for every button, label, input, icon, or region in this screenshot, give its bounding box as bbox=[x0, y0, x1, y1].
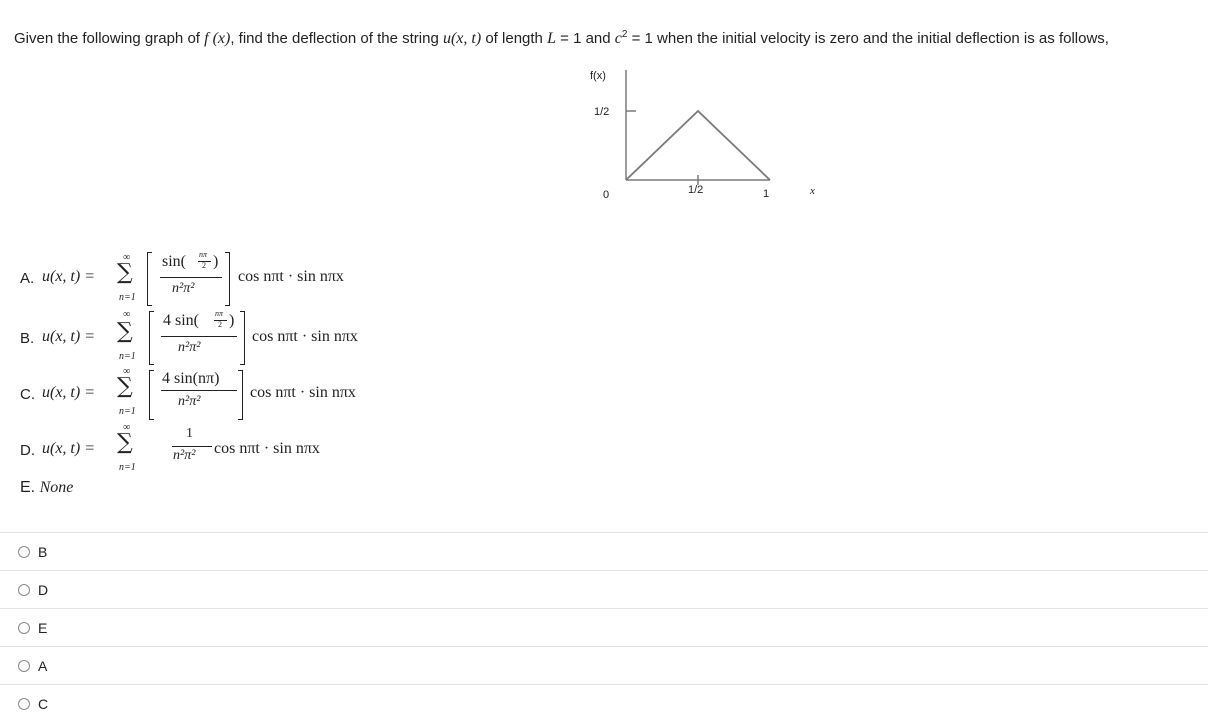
question-part: = 1 when the initial velocity is zero and the initial deflection is as follows, bbox=[627, 30, 1109, 47]
upper-limit: ∞ bbox=[123, 366, 131, 377]
length-symbol: L bbox=[547, 30, 556, 47]
option-letter: C. bbox=[20, 386, 35, 403]
answer-choice[interactable] bbox=[0, 570, 1208, 608]
radio-button[interactable] bbox=[18, 622, 30, 634]
sum-symbol: ∑ bbox=[117, 430, 133, 455]
answer-label[interactable]: A bbox=[38, 657, 48, 674]
close-paren: ) bbox=[229, 312, 235, 329]
sum-symbol: ∑ bbox=[117, 260, 133, 285]
trig-terms: cos nπt · sin nπx bbox=[250, 384, 356, 401]
lhs: u(x, t) = bbox=[42, 328, 95, 345]
left-bracket bbox=[149, 311, 154, 365]
answer-choice[interactable] bbox=[0, 532, 1208, 570]
radio-button[interactable] bbox=[18, 660, 30, 672]
fraction-bar bbox=[161, 336, 237, 337]
left-bracket bbox=[149, 370, 154, 420]
answer-choice[interactable] bbox=[0, 608, 1208, 646]
x-tick-label-half: 1/2 bbox=[688, 184, 704, 196]
right-bracket bbox=[238, 370, 243, 420]
answer-choice[interactable] bbox=[0, 684, 1208, 722]
question-part: , find the deflection of the string bbox=[230, 30, 443, 47]
inner-denominator: 2 bbox=[218, 320, 222, 329]
trig-terms: cos nπt · sin nπx bbox=[214, 440, 320, 457]
denominator: n²π² bbox=[178, 340, 201, 355]
question-part: = 1 and bbox=[555, 30, 615, 47]
trig-terms: cos nπt · sin nπx bbox=[238, 268, 344, 285]
wave-speed-symbol: c bbox=[614, 30, 622, 47]
numerator: 4 sin( bbox=[163, 312, 199, 329]
option-e bbox=[20, 479, 73, 497]
answer-label[interactable]: B bbox=[38, 543, 48, 560]
numerator: sin( bbox=[162, 253, 186, 270]
upper-limit: ∞ bbox=[123, 252, 131, 263]
question-part: of length bbox=[481, 30, 548, 47]
inner-denominator: 2 bbox=[202, 261, 206, 270]
radio-button[interactable] bbox=[18, 584, 30, 596]
answer-choice[interactable] bbox=[0, 646, 1208, 684]
deflection-symbol: u(x, t) bbox=[442, 30, 482, 47]
lower-limit: n=1 bbox=[119, 351, 136, 362]
option-letter: E. bbox=[20, 479, 36, 496]
trig-terms: cos nπt · sin nπx bbox=[252, 328, 358, 345]
fraction-bar bbox=[161, 390, 237, 391]
lower-limit: n=1 bbox=[119, 462, 136, 473]
radio-button[interactable] bbox=[18, 698, 30, 710]
y-axis-label: f(x) bbox=[590, 70, 606, 82]
graph-svg bbox=[570, 62, 850, 212]
option-e-text: None bbox=[39, 479, 74, 496]
inner-numerator: nπ bbox=[199, 250, 208, 259]
answer-label[interactable]: D bbox=[38, 581, 49, 598]
option-letter: D. bbox=[20, 442, 35, 459]
x-axis-label: x bbox=[810, 185, 815, 197]
sum-symbol: ∑ bbox=[117, 319, 133, 344]
left-bracket bbox=[147, 252, 152, 306]
inner-numerator: nπ bbox=[215, 309, 224, 318]
radio-button[interactable] bbox=[18, 546, 30, 558]
answer-list bbox=[0, 532, 1208, 722]
option-letter: B. bbox=[20, 330, 35, 347]
triangle-line bbox=[626, 111, 770, 180]
lhs: u(x, t) = bbox=[42, 268, 95, 285]
x-tick-label-one: 1 bbox=[763, 188, 770, 200]
answer-label[interactable]: C bbox=[38, 695, 49, 712]
answer-label[interactable]: E bbox=[38, 619, 48, 636]
fraction-bar bbox=[172, 446, 212, 447]
function-name: f (x) bbox=[204, 30, 231, 47]
denominator: n²π² bbox=[178, 394, 201, 409]
right-bracket bbox=[240, 311, 245, 365]
lower-limit: n=1 bbox=[119, 406, 136, 417]
lhs: u(x, t) = bbox=[42, 384, 95, 401]
denominator: n²π² bbox=[173, 448, 196, 463]
denominator: n²π² bbox=[172, 281, 195, 296]
upper-limit: ∞ bbox=[123, 309, 131, 320]
sum-symbol: ∑ bbox=[117, 374, 133, 399]
triangle-graph bbox=[570, 62, 850, 212]
question-text bbox=[14, 25, 1204, 49]
y-tick-label: 1/2 bbox=[594, 106, 610, 118]
lower-limit: n=1 bbox=[119, 292, 136, 303]
numerator: 4 sin(nπ) bbox=[162, 370, 220, 387]
upper-limit: ∞ bbox=[123, 422, 131, 433]
close-paren: ) bbox=[213, 253, 219, 270]
option-letter: A. bbox=[20, 270, 35, 287]
fraction-bar bbox=[160, 277, 222, 278]
numerator: 1 bbox=[186, 426, 193, 441]
lhs: u(x, t) = bbox=[42, 440, 95, 457]
question-part: Given the following graph of bbox=[14, 30, 205, 47]
right-bracket bbox=[225, 252, 230, 306]
exponent: 2 bbox=[621, 29, 628, 40]
origin-label: 0 bbox=[603, 189, 610, 201]
